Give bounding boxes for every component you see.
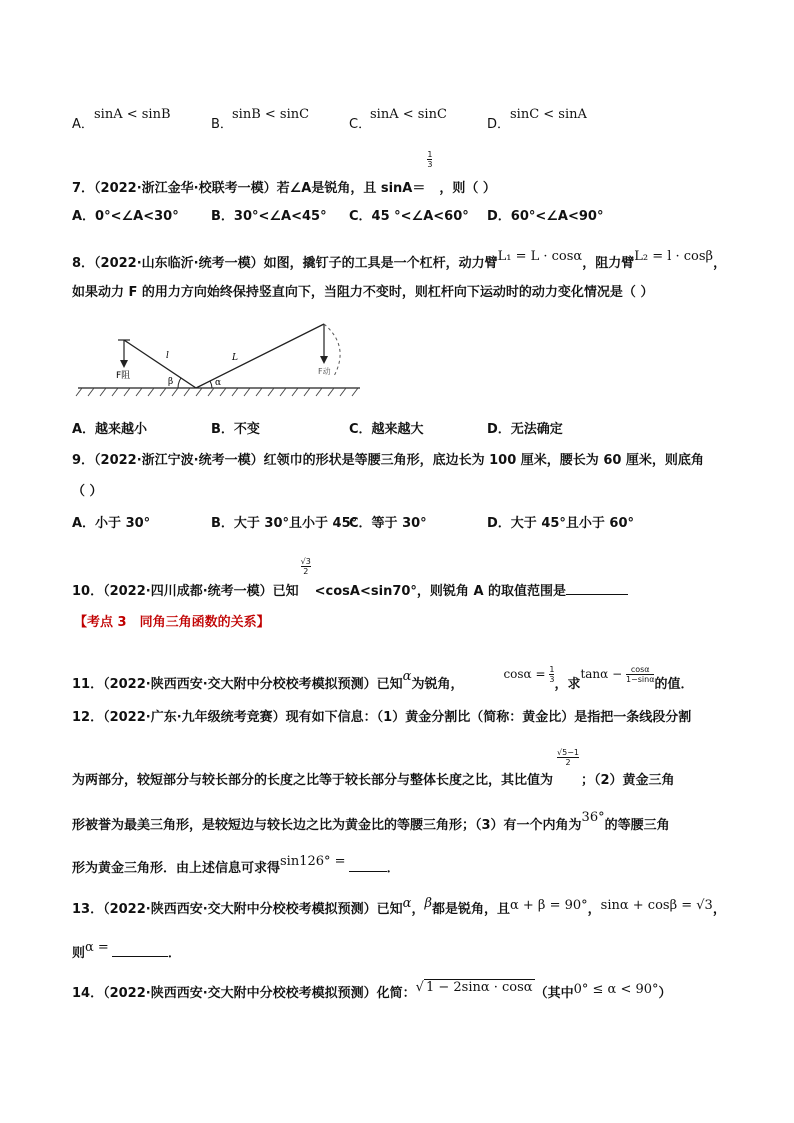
q9-stem-line2: （ ） — [72, 484, 103, 499]
q14-prefix: 14．（2022·陕西西安·交大附中分校校考模拟预测）化简： — [72, 986, 416, 1001]
q12-line3a: 形被誉为最美三角形，是较短边与较长边之比为黄金比的等腰三角形；（3）有一个内角为 — [72, 818, 582, 833]
q11-suffix: 的值． — [654, 677, 694, 692]
q7-frac-num: 1 — [427, 150, 433, 159]
q11-tan-den: 1−sinα — [625, 675, 655, 684]
q11-cos-formula: cosα = — [503, 667, 550, 681]
q12-answer-blank[interactable] — [349, 859, 387, 872]
q11-cos-den: 3 — [549, 675, 555, 684]
q13-eq1: α + β = 90° — [509, 898, 588, 913]
q12-line2b: ；（2）黄金三角 — [581, 773, 675, 788]
q10-stem — [72, 557, 628, 600]
q12-line2 — [72, 748, 675, 789]
l-big-label: L — [232, 353, 238, 363]
q11-stem — [72, 665, 694, 694]
q11-tan-num: cosα — [630, 665, 650, 674]
q12-fraction — [553, 748, 581, 784]
alpha-label: α — [215, 378, 222, 388]
q10-frac-num: √3 — [300, 557, 311, 566]
q9-stem-line1: 9．（2022·浙江宁波·统考一模）红领巾的形状是等腰三角形，底边长为 100 厘米，腰长为 60 厘米，则底角 — [72, 453, 704, 468]
q7-frac-den: 3 — [427, 160, 433, 169]
q12-line3b: 的等腰三角 — [604, 818, 670, 833]
q12-line2a: 为两部分，较短部分与较长部分的长度之比等于较长部分与整体长度之比，其比值为 — [72, 773, 554, 788]
q11-comma: ，求 — [554, 677, 581, 692]
q14-sqrt: √ 1 − 2sinα · cosα — [415, 980, 533, 995]
q8-option-d: D．无法确定 — [487, 422, 563, 437]
power-arrowhead — [320, 356, 328, 364]
q10-fraction — [299, 557, 315, 595]
q13-answer-blank[interactable] — [112, 944, 168, 957]
q7-option-d: D．60°<∠A<90° — [487, 209, 604, 224]
q10-suffix: <cosA<sin70°，则锐角 A 的取值范围是 — [314, 584, 567, 599]
q12-line1: 12．（2022·广东·九年级统考竞赛）现有如下信息：（1）黄金分割比（简称：黄金比）是指把一条线段分割 — [72, 710, 692, 725]
q10-answer-blank[interactable] — [566, 582, 628, 595]
q11-cos-num: 1 — [549, 665, 555, 674]
q13-alpha-eq: α = — [85, 940, 109, 955]
q8-option-b: B．不变 — [211, 422, 260, 437]
q11-tan-formula: tanα − — [580, 667, 626, 681]
q6-option-b-math: sinB < sinC — [232, 107, 310, 122]
q13-alpha: α — [402, 896, 412, 911]
ground-hatching — [76, 388, 358, 396]
q6-option-b-label: B． — [211, 117, 233, 132]
q9-option-b: B．大于 30°且小于 45° — [211, 516, 358, 531]
q10-frac-den: 2 — [303, 567, 309, 576]
q7-suffix: ，则（ ） — [439, 181, 496, 196]
q12-line3 — [72, 810, 670, 834]
section-header-kaodian3: 【考点 3 同角三角函数的关系】 — [74, 615, 270, 630]
resistance-arrowhead — [120, 360, 128, 368]
beta-label: β — [168, 377, 174, 387]
q8-l2-formula: L₂ = l · cosβ — [634, 249, 714, 264]
q8-option-a: A．越来越小 — [72, 422, 148, 437]
q14-cond-suffix: ） — [658, 986, 672, 1001]
q11-prefix: 11．（2022·陕西西安·交大附中分校校考模拟预测）已知 — [72, 677, 403, 692]
lever-diagram — [72, 318, 372, 398]
q8-l1-formula: L₁ = L · cosα — [497, 249, 583, 264]
q13-mid: 都是锐角，且 — [431, 902, 510, 917]
q12-frac-den: 2 — [565, 758, 571, 767]
q9-option-c: C．等于 30° — [349, 516, 427, 531]
q7-prefix: 7．（2022·浙江金华·校联考一模）若∠A是锐角，且 sinA＝ — [72, 181, 426, 196]
q9-option-d: D．大于 45°且小于 60° — [487, 516, 635, 531]
q12-frac-num: √5−1 — [557, 748, 579, 757]
q8-line1-b: ，阻力臂 — [582, 256, 635, 271]
q12-sin-formula: sin126° = — [280, 854, 346, 869]
q12-angle: 36° — [581, 810, 605, 825]
l-small-label: l — [166, 351, 169, 361]
q13-prefix: 13．（2022·陕西西安·交大附中分校校考模拟预测）已知 — [72, 902, 403, 917]
q8-stem-line2: 如果动力 F 的用力方向始终保持竖直向下，当阻力不变时，则杠杆向下运动时的动力变化情况是（ ） — [72, 285, 654, 300]
short-arm — [124, 340, 196, 388]
q13-line2 — [72, 940, 181, 962]
q11-alpha: α — [402, 669, 412, 684]
q8-line1-c: ， — [713, 256, 727, 271]
q14-cond: 0° ≤ α < 90° — [573, 982, 659, 997]
q6-option-c-label: C． — [349, 117, 372, 132]
q7-stem — [72, 150, 496, 197]
q14-line — [72, 980, 672, 1002]
q13-beta: β — [424, 896, 432, 911]
q13-line2b: ． — [167, 946, 181, 961]
q13-sep: ， — [411, 902, 425, 917]
beta-arc — [178, 378, 181, 388]
q11-mid: 为锐角， — [411, 677, 464, 692]
q6-option-c-math: sinA < sinC — [370, 107, 447, 122]
q6-option-a-math: sinA < sinB — [94, 107, 171, 122]
q8-option-c: C．越来越大 — [349, 422, 424, 437]
q12-line4 — [72, 854, 400, 877]
q12-line4b: ． — [386, 861, 400, 876]
q13-line2a: 则 — [72, 946, 86, 961]
q7-option-c: C．45 °<∠A<60° — [349, 209, 469, 224]
q6-option-d-math: sinC < sinA — [510, 107, 587, 122]
q14-cond-prefix: （其中 — [534, 986, 574, 1001]
q6-option-d-label: D． — [487, 117, 511, 132]
q9-option-a: A．小于 30° — [72, 516, 151, 531]
q8-stem-line1 — [72, 249, 727, 272]
f-power-label: F动 — [318, 367, 331, 376]
q7-fraction — [425, 150, 439, 192]
q13-line1: 13．（2022·陕西西安·交大附中分校校考模拟预测）已知α，β都是锐角，且α + β = 90°，sinα + cosβ = √3， — [72, 896, 726, 917]
q10-prefix: 10．（2022·四川成都·统考一模）已知 — [72, 584, 299, 599]
q14-expr: 1 − 2sinα · cosα — [425, 980, 533, 995]
q13-eq2: sinα + cosβ = √3 — [600, 898, 713, 913]
q7-option-a: A．0°<∠A<30° — [72, 209, 179, 224]
q8-line1-a: 8．（2022·山东临沂·统考一模）如图，撬钉子的工具是一个杠杆，动力臂 — [72, 256, 498, 271]
f-resist-label: F阻 — [116, 371, 131, 381]
q7-option-b: B．30°<∠A<45° — [211, 209, 327, 224]
alpha-arc — [210, 381, 212, 388]
q6-option-a-label: A． — [72, 117, 94, 132]
q12-line4a: 形为黄金三角形．由上述信息可求得 — [72, 861, 281, 876]
